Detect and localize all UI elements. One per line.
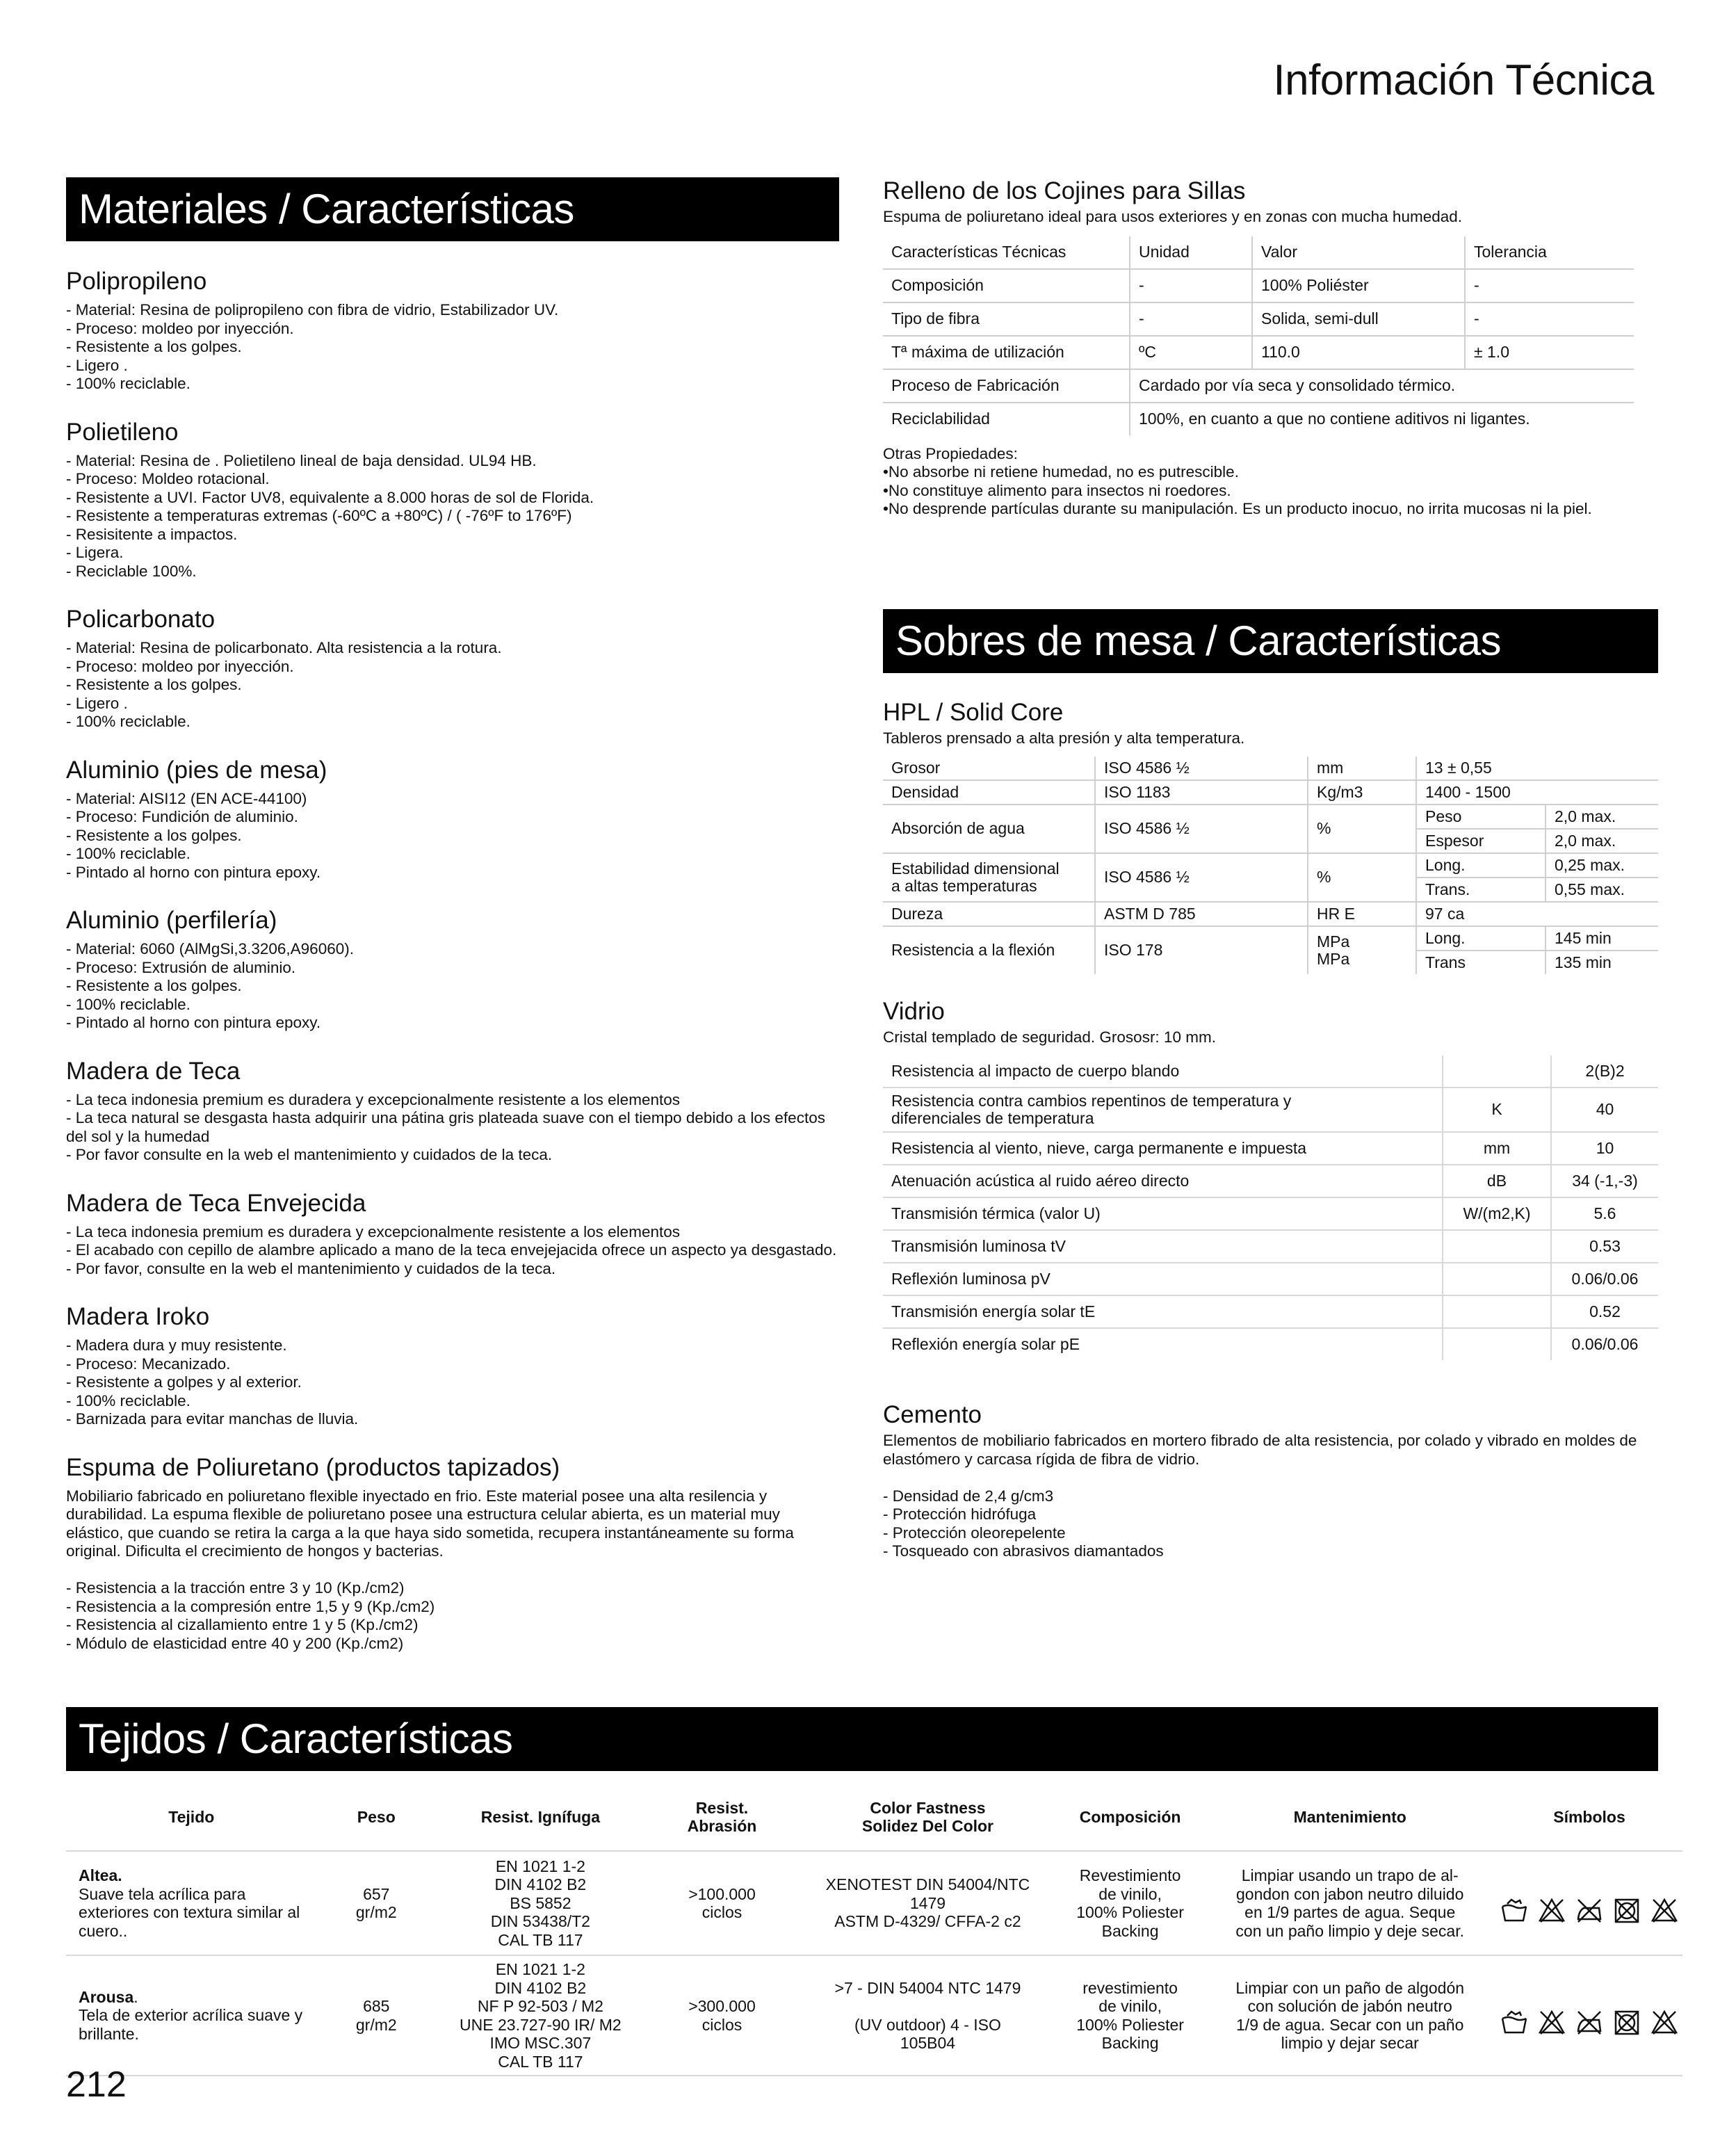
table-cell: ISO 4586 ½ — [1095, 757, 1308, 780]
no-tumble-dry-icon — [1613, 1897, 1641, 1925]
hpl-intro: Tableros prensado a alta presión y alta temperatura. — [883, 729, 1245, 747]
table-header: Unidad — [1130, 236, 1252, 269]
hand-wash-icon — [1500, 2009, 1528, 2037]
material-title: Polipropileno — [66, 268, 207, 295]
table-row — [66, 1955, 1682, 2076]
table-cell: Peso — [1416, 805, 1546, 829]
table-cell: Reflexión energía solar pE — [883, 1328, 1443, 1360]
material-espuma-poliuretano — [66, 1454, 839, 1654]
table-cell: 0.06/0.06 — [1571, 1334, 1639, 1353]
table-row — [883, 757, 1658, 780]
glass-intro: Cristal templado de seguridad. Grososr: 10 mm. — [883, 1028, 1216, 1046]
table-cell: Revestimiento de vinilo, 100% Poliester Backing — [1057, 1851, 1204, 1955]
page-title: Información Técnica — [1273, 56, 1654, 104]
cushions-intro: Espuma de poliuretano ideal para usos exteriores y en zonas con mucha humedad. — [883, 208, 1463, 225]
table-cell: 2,0 max. — [1546, 829, 1658, 853]
table-cell: - — [1465, 269, 1634, 302]
table-row — [883, 403, 1634, 435]
table-row — [883, 336, 1634, 369]
table-cell — [1443, 1328, 1551, 1360]
table-cell: % — [1308, 805, 1416, 853]
care-symbols — [1496, 1955, 1682, 2076]
table-cell: 0,25 max. — [1546, 853, 1658, 878]
table-row — [883, 1263, 1658, 1295]
material-policarbonato — [66, 606, 839, 732]
table-cell: 100%, en cuanto a que no contiene aditivos ni ligantes. — [1139, 410, 1530, 428]
table-cell: Long. — [1416, 853, 1546, 878]
table-header: Tolerancia — [1465, 236, 1634, 269]
table-cell: ISO 4586 ½ — [1095, 853, 1308, 902]
table-cell: 145 min — [1546, 926, 1658, 951]
table-cell: Reflexión luminosa pV — [883, 1263, 1443, 1295]
table-cell: revestimiento de vinilo, 100% Poliester Backing — [1057, 1955, 1204, 2076]
table-cell: Transmisión térmica (valor U) — [883, 1197, 1443, 1230]
table-header: Composición — [1057, 1784, 1204, 1851]
material-body: - Material: 6060 (AlMgSi,3.3206,A96060). - Proceso: Extrusión de aluminio. - Resistente a los golpes. - 100% reciclable. - Pintado al horno con pintura epoxy. — [66, 940, 354, 1031]
cement-section — [883, 1401, 1658, 1561]
table-cell: Resistencia contra cambios repentinos de temperatura y diferenciales de temperatura — [883, 1088, 1443, 1132]
table-cell: >100.000 ciclos — [645, 1851, 799, 1955]
table-cell: W/(m2,K) — [1443, 1197, 1551, 1230]
table-cell: Kg/m3 — [1308, 780, 1416, 805]
fabrics-table — [66, 1784, 1682, 2076]
table-header: Valor — [1252, 236, 1465, 269]
table-cell: 0.52 — [1551, 1295, 1658, 1328]
table-cell: 40 — [1551, 1088, 1658, 1132]
table-row — [883, 1328, 1658, 1360]
material-title: Espuma de Poliuretano (productos tapizados) — [66, 1453, 560, 1481]
material-teca-envejecida — [66, 1190, 839, 1279]
table-cell — [1443, 1056, 1551, 1088]
table-cell: 657 gr/m2 — [317, 1851, 436, 1955]
fabric-description: Suave tela acrílica para exteriores con textura similar al cuero.. — [79, 1884, 300, 1940]
material-aluminio-pies — [66, 757, 839, 882]
table-cell: Absorción de agua — [883, 805, 1095, 853]
table-cell: Long. — [1416, 926, 1546, 951]
table-row — [883, 302, 1634, 336]
table-cell: Limpiar usando un trapo de al- gondon con jabon neutro diluido en 1/9 partes de agua. Seque con un paño limpio y deje secar. — [1203, 1851, 1496, 1955]
material-madera-teca — [66, 1058, 839, 1165]
no-tumble-dry-icon — [1613, 2009, 1641, 2037]
no-bleach-icon — [1538, 2009, 1566, 2037]
material-body: - La teca indonesia premium es duradera y excepcionalmente resistente a los elementos - El acabado con cepillo de alambre aplicado a mano de la teca envejejacida ofrece un aspecto ya desgastado. - Por favor, consulte en la web el mantenimiento y cuidados de la teca. — [66, 1222, 837, 1277]
table-row — [883, 853, 1658, 878]
table-cell: % — [1308, 853, 1416, 902]
table-header: Características Técnicas — [883, 236, 1130, 269]
table-cell: XENOTEST DIN 54004/NTC 1479 ASTM D-4329/ CFFA-2 c2 — [799, 1851, 1057, 1955]
material-body: - Material: Resina de polipropileno con fibra de vidrio, Estabilizador UV. - Proceso: moldeo por inyección. - Resistente a los golpes. - Ligero . - 100% reciclable. — [66, 301, 559, 392]
table-cell: 135 min — [1555, 953, 1612, 971]
fabrics-heading: Tejidos / Características — [66, 1707, 1658, 1771]
table-cell: 13 ± 0,55 — [1416, 757, 1658, 780]
hand-wash-icon — [1500, 1897, 1528, 1925]
table-row — [883, 1197, 1658, 1230]
table-header: Tejido — [66, 1784, 317, 1851]
material-body: - Madera dura y muy resistente. - Proceso: Mecanizado. - Resistente a golpes y al exterior. - 100% reciclable. - Barnizada para evitar manchas de lluvia. — [66, 1336, 359, 1428]
material-madera-iroko — [66, 1303, 839, 1429]
table-cell: 685 gr/m2 — [317, 1955, 436, 2076]
table-cell: Estabilidad dimensional a altas temperaturas — [883, 853, 1095, 902]
material-aluminio-perfileria — [66, 907, 839, 1033]
table-cell: Transmisión energía solar tE — [883, 1295, 1443, 1328]
table-header: Símbolos — [1496, 1784, 1682, 1851]
cushions-table — [883, 236, 1634, 435]
table-row — [883, 1132, 1658, 1165]
table-cell: 0.53 — [1551, 1230, 1658, 1263]
material-body: - Material: Resina de . Polietileno lineal de baja densidad. UL94 HB. - Proceso: Moldeo rotacional. - Resistente a UVI. Factor UV8, equivalente a 8.000 horas de sol de Florida. - Resistente a temperaturas extremas (-60ºC a +80ºC) / ( -76ºF to 176ºF) - Resisitente a impactos. - Ligera. - Reciclable 100%. — [66, 451, 594, 580]
table-header-row — [883, 236, 1634, 269]
table-cell: Resistencia a la flexión — [883, 926, 1095, 974]
table-cell: 10 — [1551, 1132, 1658, 1165]
hpl-title: HPL / Solid Core — [883, 699, 1064, 726]
cushions-other-properties: Otras Propiedades: •No absorbe ni retiene humedad, no es putrescible. •No constituye alimento para insectos ni roedores. •No desprende partículas durante su manipulación. Es un producto inocuo, no irrita mucosas ni la piel. — [883, 444, 1592, 517]
cement-title: Cemento — [883, 1401, 982, 1428]
table-header: Color Fastness Solidez Del Color — [799, 1784, 1057, 1851]
no-bleach-icon — [1538, 1897, 1566, 1925]
table-header: Peso — [317, 1784, 436, 1851]
table-cell: Proceso de Fabricación — [883, 369, 1130, 403]
glass-title: Vidrio — [883, 998, 945, 1025]
table-cell: - — [1130, 269, 1252, 302]
table-cell: - — [1130, 302, 1252, 336]
table-cell: 2,0 max. — [1546, 805, 1658, 829]
table-row — [883, 902, 1658, 926]
table-cell: >300.000 ciclos — [645, 1955, 799, 2076]
table-cell: ISO 1183 — [1095, 780, 1308, 805]
no-iron-icon — [1575, 2009, 1603, 2037]
material-title: Madera de Teca Envejecida — [66, 1189, 366, 1217]
material-title: Madera Iroko — [66, 1303, 210, 1330]
hpl-table — [883, 757, 1658, 974]
glass-table — [883, 1056, 1658, 1360]
table-cell: Composición — [883, 269, 1130, 302]
table-cell: mm — [1443, 1132, 1551, 1165]
table-cell: Resistencia al viento, nieve, carga permanente e impuesta — [883, 1132, 1443, 1165]
table-cell: 34 (-1,-3) — [1551, 1165, 1658, 1197]
page-number: 212 — [66, 2064, 127, 2105]
table-cell: Solida, semi-dull — [1252, 302, 1465, 336]
table-row — [883, 1056, 1658, 1088]
table-cell: 1400 - 1500 — [1416, 780, 1658, 805]
table-cell: Tipo de fibra — [883, 302, 1130, 336]
no-iron-icon — [1575, 1897, 1603, 1925]
table-cell: Transmisión luminosa tV — [883, 1230, 1443, 1263]
table-row — [883, 780, 1658, 805]
table-cell: K — [1443, 1088, 1551, 1132]
table-row — [883, 369, 1634, 403]
cushions-title: Relleno de los Cojines para Sillas — [883, 177, 1246, 204]
table-cell: EN 1021 1-2 DIN 4102 B2 NF P 92-503 / M2 UNE 23.727-90 IR/ M2 IMO MSC.307 CAL TB 117 — [436, 1955, 645, 2076]
table-cell: - — [1465, 302, 1634, 336]
table-cell: Densidad — [883, 780, 1095, 805]
fabric-name: Altea. — [79, 1866, 122, 1884]
no-dry-clean-icon — [1650, 1897, 1678, 1925]
table-cell: 100% Poliéster — [1252, 269, 1465, 302]
table-cell — [1443, 1230, 1551, 1263]
table-cell: 110.0 — [1252, 336, 1465, 369]
table-row — [883, 1230, 1658, 1263]
hpl-section — [883, 699, 1658, 974]
table-cell: Espesor — [1416, 829, 1546, 853]
cement-body: Elementos de mobiliario fabricados en mortero fibrado de alta resistencia, por colado y vibrado en moldes de elastómero y carcasa rígida de fibra de vidrio. - Densidad de 2,4 g/cm3 - Protección hidrófuga - Protección oleorepelente - Tosqueado con abrasivos diamantados — [883, 1432, 1637, 1560]
table-cell — [1443, 1295, 1551, 1328]
table-cell: Cardado por vía seca y consolidado térmico. — [1130, 369, 1634, 403]
table-header: Resist. Abrasión — [645, 1784, 799, 1851]
table-cell: Grosor — [883, 757, 1095, 780]
table-row — [66, 1851, 1682, 1955]
fabric-description: Tela de exterior acrílica suave y brillante. — [79, 2006, 303, 2043]
table-cell: dB — [1443, 1165, 1551, 1197]
table-cell: 0.06/0.06 — [1551, 1263, 1658, 1295]
table-cell: ºC — [1130, 336, 1252, 369]
care-symbols — [1496, 1851, 1682, 1955]
table-cell: MPa MPa — [1308, 926, 1416, 974]
table-cell: ASTM D 785 — [1095, 902, 1308, 926]
table-cell: HR E — [1308, 902, 1416, 926]
no-dry-clean-icon — [1650, 2009, 1678, 2037]
material-polipropileno — [66, 268, 839, 394]
table-cell: 97 ca — [1416, 902, 1658, 926]
material-polietileno — [66, 419, 839, 581]
material-title: Aluminio (pies de mesa) — [66, 756, 327, 784]
table-row — [883, 1295, 1658, 1328]
table-row — [883, 805, 1658, 829]
material-body: - La teca indonesia premium es duradera y excepcionalmente resistente a los elementos - La teca natural se desgasta hasta adquirir una pátina gris plateada suave con el tiempo debido a los efectos del sol y la humedad - Por favor consulte en la web el mantenimiento y cuidados de la teca. — [66, 1090, 825, 1163]
fabrics-section — [66, 1784, 1682, 2076]
cushions-section — [883, 177, 1658, 519]
fabric-name-cell: Arousa. Tela de exterior acrílica suave y brillante. — [66, 1955, 317, 2076]
table-header: Mantenimiento — [1203, 1784, 1496, 1851]
table-cell: ± 1.0 — [1465, 336, 1634, 369]
table-cell: Atenuación acústica al ruido aéreo directo — [883, 1165, 1443, 1197]
table-cell: Dureza — [883, 902, 1095, 926]
table-cell: Tª máxima de utilización — [883, 336, 1130, 369]
material-title: Madera de Teca — [66, 1057, 241, 1085]
table-cell: ISO 178 — [1095, 926, 1308, 974]
table-header: Resist. Ignífuga — [436, 1784, 645, 1851]
table-cell: Resistencia al impacto de cuerpo blando — [883, 1056, 1443, 1088]
glass-section — [883, 998, 1658, 1360]
material-body: - Material: AISI12 (EN ACE-44100) - Proceso: Fundición de aluminio. - Resistente a los golpes. - 100% reciclable. - Pintado al horno con pintura epoxy. — [66, 789, 321, 881]
table-row — [883, 1088, 1658, 1132]
fabric-name-cell — [66, 1851, 317, 1955]
table-cell: Trans — [1416, 951, 1546, 974]
table-cell — [1443, 1263, 1551, 1295]
table-cell: mm — [1308, 757, 1416, 780]
table-cell: Limpiar con un paño de algodón con solución de jabón neutro 1/9 de agua. Secar con un paño limpio y dejar secar — [1203, 1955, 1496, 2076]
table-cell: 0,55 max. — [1546, 878, 1658, 902]
table-cell: EN 1021 1-2 DIN 4102 B2 BS 5852 DIN 53438/T2 CAL TB 117 — [436, 1851, 645, 1955]
material-body: - Material: Resina de policarbonato. Alta resistencia a la rotura. - Proceso: moldeo por inyección. - Resistente a los golpes. - Ligero . - 100% reciclable. — [66, 639, 502, 730]
material-title: Policarbonato — [66, 606, 216, 633]
material-title: Polietileno — [66, 418, 179, 446]
materials-list — [66, 268, 839, 1679]
materials-heading: Materiales / Características — [66, 177, 839, 241]
table-cell: Trans. — [1416, 878, 1546, 902]
fabric-name: Arousa — [79, 1987, 134, 2006]
table-cell: >7 - DIN 54004 NTC 1479 (UV outdoor) 4 - ISO 105B04 — [799, 1955, 1057, 2076]
table-row — [883, 926, 1658, 951]
material-title: Aluminio (perfilería) — [66, 907, 277, 934]
table-row — [883, 1165, 1658, 1197]
tabletops-heading: Sobres de mesa / Características — [883, 609, 1658, 673]
table-row — [883, 269, 1634, 302]
table-header-row — [66, 1784, 1682, 1851]
table-cell: 5.6 — [1551, 1197, 1658, 1230]
table-cell: 2(B)2 — [1551, 1056, 1658, 1088]
material-body: Mobiliario fabricado en poliuretano flexible inyectado en frio. Este material posee una alta resilencia y durabilidad. La espuma flexible de poliuretano posee una estructura celular abierta, es un material muy elástico, que cuando se retira la carga a la que haya sido sometida, recupera instantáneamente su forma original. Dificulta el crecimiento de hongos y bacterias. - Resistencia a la tracción entre 3 y 10 (Kp./cm2) - Resistencia a la compresión entre 1,5 y 9 (Kp./cm2) - Resistencia al cizallamiento entre 1 y 5 (Kp./cm2) - Módulo de elasticidad entre 40 y 200 (Kp./cm2) — [66, 1487, 794, 1652]
table-cell: Reciclabilidad — [883, 403, 1130, 435]
table-cell: ISO 4586 ½ — [1095, 805, 1308, 853]
